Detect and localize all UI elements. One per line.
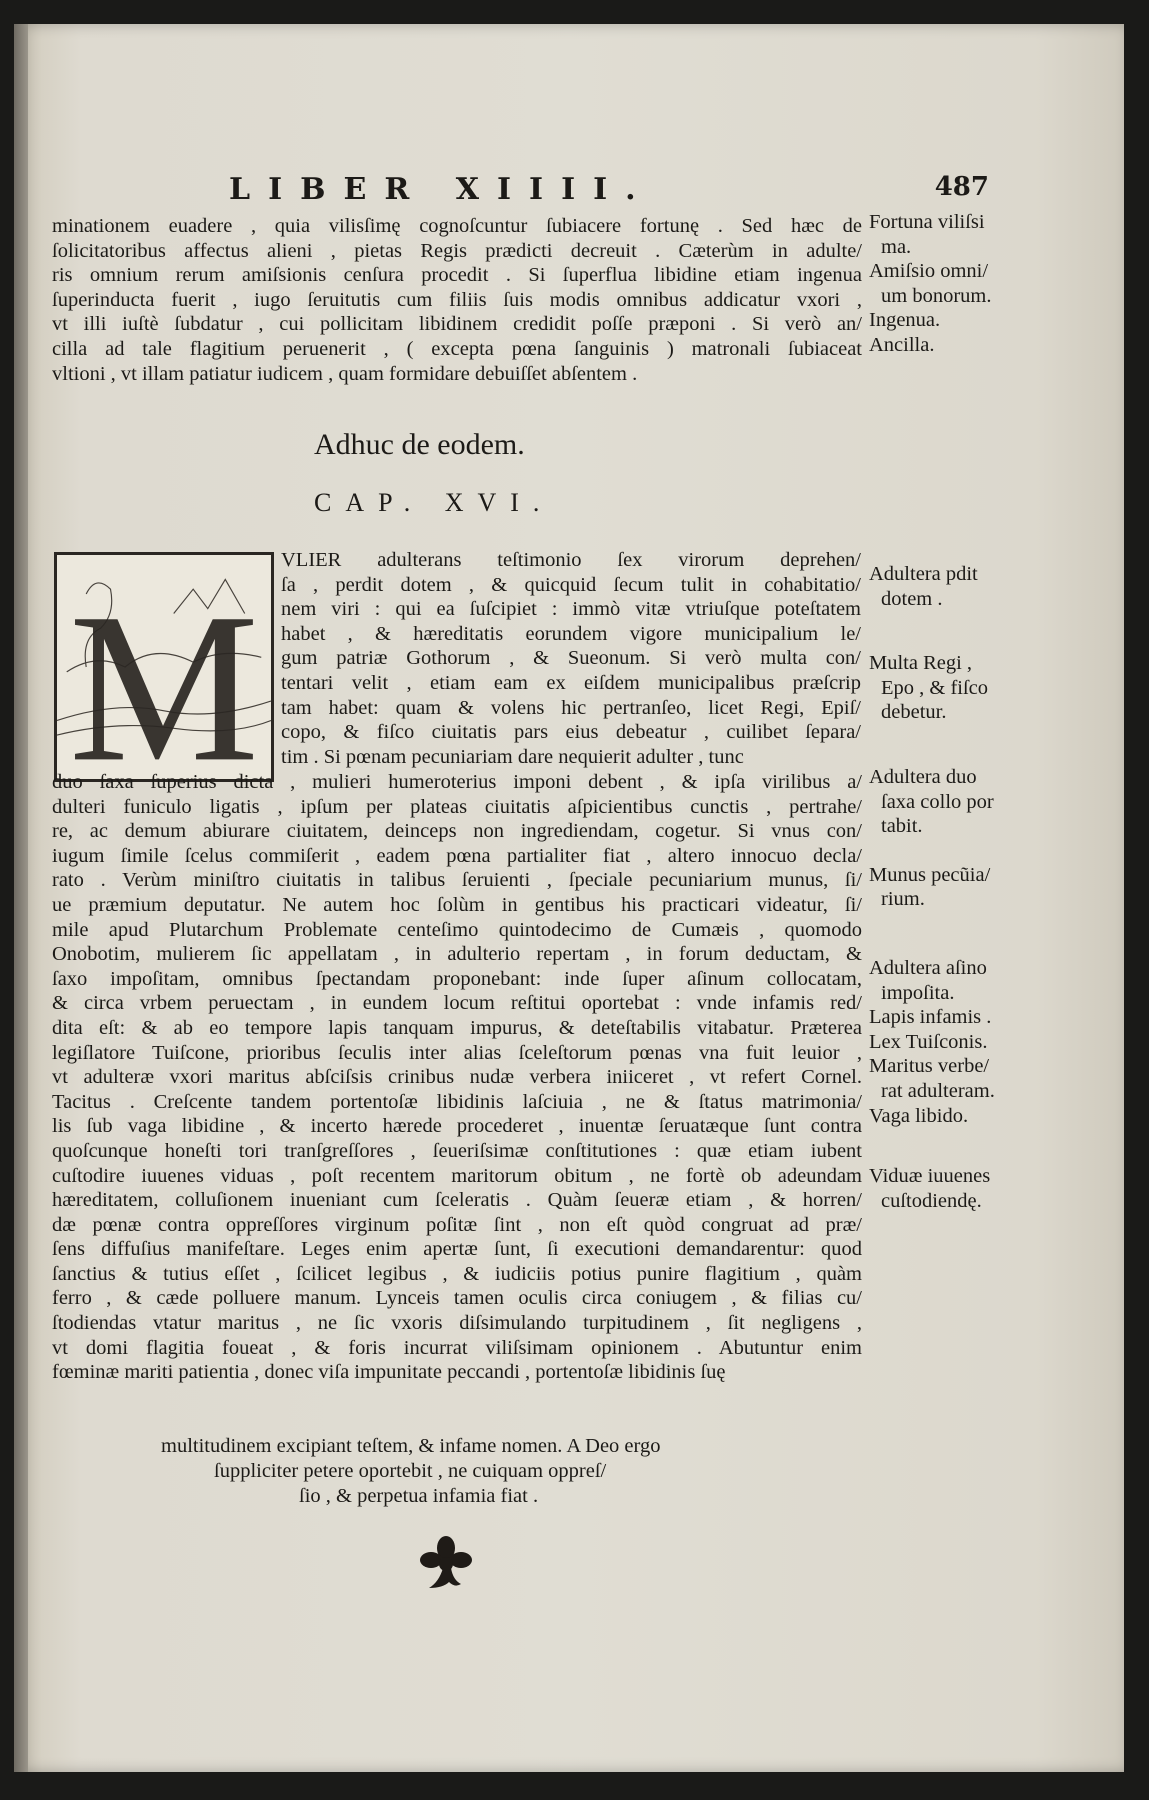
margin-note (869, 308, 1059, 333)
margin-note-line: debetur. (881, 701, 947, 724)
text-line: ſa , perdit dotem , & quicquid ſecum tulit in cohabitatio/ (281, 573, 861, 596)
margin-note-line: impoſita. (881, 981, 955, 1004)
chapter-main-text (52, 770, 862, 1385)
margin-note-line: dotem . (881, 587, 943, 610)
text-line: gum patriæ Gothorum , & Sueonum. Si verò multa con/ (281, 647, 861, 670)
text-line: ſolicitatoribus affectus alieni , pietas Regis prædicti decreuit . Cæterùm in adulte/ (52, 239, 862, 262)
text-line: tam habet: quam & volens hic pertranſeo, licet Regi, Epiſ/ (281, 696, 861, 719)
margin-note-line: Epo , & fiſco (881, 676, 989, 699)
margin-note (869, 863, 1059, 912)
section-title: Adhuc de eodem. (314, 428, 525, 461)
page-number: 487 (934, 172, 989, 202)
text-line: lis ſub vaga libidine , & incerto hærede procederet , inuentæ ſeruatæque ſunt contra (52, 1115, 862, 1138)
text-line: hæreditatem, colluſionem inueniant cum ſceleratis . Quàm ſeueræ etiam , & horren/ (52, 1189, 862, 1212)
text-line: duo ſaxa ſuperius dicta , mulieri humeroterius imponi debent , & ipſa virilibus a/ (52, 771, 862, 793)
margin-note-line: tabit. (881, 815, 923, 838)
margin-note-line: Adultera duo (869, 765, 977, 788)
closing-line-1: multitudinem excipiant teſtem, & infame nomen. A Deo ergo (161, 1435, 661, 1457)
woodcut-initial (54, 552, 274, 782)
text-line: vt illi iuſtè ſubdatur , cui pollicitam libidinem credidit poſſe præponi . Si verò an/ (52, 313, 862, 336)
margin-note-line: Viduæ iuuenes (869, 1165, 991, 1188)
text-line: tim . Si pœnam pecuniariam dare nequierit adulter , tunc (281, 745, 744, 768)
margin-note-line: Vaga libido. (869, 1104, 969, 1127)
text-line: ferro , & cæde polluere manum. Lynceis tamen oculis circa coniugem , & filias cu/ (52, 1287, 862, 1310)
margin-note (869, 1054, 1059, 1103)
margin-note-line: Fortuna viliſsi (869, 211, 985, 233)
margin-note-line: Adultera aſino (869, 956, 987, 979)
margin-note-line: Lex Tuiſconis. (869, 1030, 988, 1053)
text-line: Onobotim, mulierem ſic appellatam , in adulterio repertam , in forum deductam, & (52, 943, 862, 966)
text-line: iugum ſimile ſcelus commiſerit , eadem pœna partialiter fiat , altero innocuo decla/ (52, 844, 862, 867)
text-line: VLIER adulterans teſtimonio ſex virorum deprehen/ (281, 549, 861, 571)
text-line: legiſlatore Tuiſcone, prioribus ſeculis inter alias ſceleſtorum pœnas vna fuit leuior , (52, 1041, 862, 1064)
text-line: quoſcunque honeſti tori tranſgreſſores , ſeueriſsimæ conſtitutiones : quæ etiam iubent (52, 1139, 862, 1162)
margin-note (869, 562, 1059, 611)
text-line: ue præmium deputatur. Ne autem hoc ſolùm in gentibus his practicari videatur, ſi/ (52, 893, 862, 916)
margin-note (869, 259, 1059, 308)
text-line: nem viri : qui ea ſuſcipiet : immò vitæ vtriuſque poteſtatem (281, 598, 861, 621)
margin-notes-body (869, 548, 1059, 1213)
text-line: mile apud Plutarchum Problemate centeſimo quintodecimo de Cumæis , quomodo (52, 918, 862, 941)
initial-letter: M (68, 569, 260, 779)
margin-note (869, 1164, 1059, 1213)
text-line: vltioni , vt illam patiatur iudicem , quam formidare debuiſſet abſentem . (52, 362, 638, 385)
text-line: dulteri funiculo ligatis , ipſum per plateas ciuitatis aſpicientibus cunctis , pertrahe/ (52, 795, 862, 818)
margin-note-line: ſaxa collo por (881, 790, 994, 813)
margin-note (869, 765, 1059, 839)
margin-note-line: Maritus verbe/ (869, 1055, 990, 1078)
text-line: ſuperinducta fuerit , iugo ſeruitutis cum filiis ſuis modis omnibus addicatur vxori , (52, 288, 862, 311)
margin-note-line: rium. (881, 888, 925, 911)
text-line: cilla ad tale flagitium peruenerit , ( excepta pœna ſanguinis ) matronali ſubiaceat (52, 337, 862, 360)
text-line: dæ pœnæ contra oppreſſores virginum poſitæ ſint , non eſt quòd congruat ad præ/ (52, 1213, 862, 1236)
text-line: vt adulteræ vxori maritus abſciſsis crinibus nudæ verbera iniiceret , vt refert Cornel. (52, 1066, 862, 1089)
margin-note (869, 1030, 1059, 1055)
lead-paragraph (52, 214, 862, 386)
margin-note (869, 1005, 1059, 1030)
chapter-opening-text (281, 548, 861, 769)
text-line: copo, & fiſco ciuitatis pars eius debeatur , cuilibet ſepara/ (281, 721, 861, 744)
margin-note-line: Multa Regi , (869, 652, 973, 675)
margin-note (869, 651, 1059, 725)
text-line: & circa vrbem peruectam , in eundem locum reſtitui oportebat : vnde infamis red/ (52, 992, 862, 1015)
text-line: rato . Verùm miniſtro ciuitatis in talibus ſeruienti , ſpeciale pecuniarium munus, ſi/ (52, 869, 862, 892)
book-spine (14, 24, 28, 1772)
text-line: ſanctius & tutius eſſet , ſcilicet legibus , & iudiciis potius punire flagitium , quàm (52, 1262, 862, 1285)
text-line: dita eſt: & ab eo tempore lapis tanquam impurus, & deteſtabilis vitabatur. Præterea (52, 1016, 862, 1039)
closing-line-2: ſuppliciter petere oportebit , ne cuiquam oppreſ/ (214, 1460, 607, 1482)
text-line: ris omnium rerum amiſsionis cenſura procedit . Si ſuperflua libidine etiam ingenua (52, 264, 862, 287)
margin-note (869, 956, 1059, 1005)
margin-note-line: rat adulteram. (881, 1079, 995, 1102)
margin-notes-top (869, 200, 1059, 358)
text-line: tentari velit , etiam eam ex eiſdem municipalibus præſcrip (281, 671, 861, 694)
text-line: cuſtodire iuuenes viduas , poſt recentem maritorum obitum , ne fortè ob adeundam (52, 1164, 862, 1187)
text-line: fœminæ mariti patientia , donec viſa impunitate peccandi , portentoſæ libidinis ſuę (52, 1361, 726, 1384)
margin-note-line: Ancilla. (869, 333, 935, 356)
margin-note (869, 1104, 1059, 1129)
text-line: Tacitus . Creſcente tandem portentoſæ libidinis laſciuia , ne & ſtatus matrimonia/ (52, 1090, 862, 1113)
initial-illustration (57, 555, 271, 779)
chapter-heading: CAP. XVI. (314, 488, 554, 517)
text-line: ſaxo impoſitam, omnibus ſpectandam proponebant: inde ſuper aſinum collocatam, (52, 967, 862, 990)
text-line: vt domi flagitia foueat , & foris incurrat viliſsimam opinionem . Abutuntur enim (52, 1336, 862, 1359)
closing-line-3: ſio , & perpetua infamia fiat . (299, 1485, 539, 1507)
margin-note-line: Munus pecũia/ (869, 863, 991, 886)
margin-note (869, 333, 1059, 358)
text-line: ſens diffuſius manifeſtare. Leges enim apertæ ſunt, ſi executioni demandarentur: quod (52, 1238, 862, 1261)
text-line: ſtodiendas vtatur maritus , ne ſic vxoris diſsimulando turpitudinem , ſit negligens , (52, 1312, 862, 1335)
margin-note-line: Ingenua. (869, 309, 941, 332)
margin-note-line: ma. (881, 235, 912, 258)
margin-note (869, 210, 1059, 259)
margin-note-line: Amiſsio omni/ (869, 260, 989, 283)
margin-note-line: um bonorum. (881, 284, 992, 307)
book-title: LIBER XIIII. (229, 172, 654, 207)
margin-note-line: Adultera pdit (869, 563, 978, 585)
text-line: re, ac demum abiurare ciuitatem, deinceps non ingrediendam, cogetur. Si vnus con/ (52, 820, 862, 843)
text-line: minationem euadere , quia vilisſimę cognoſcuntur ſubiacere fortunę . Sed hæc de (52, 215, 862, 237)
fleuron-ornament (419, 1534, 473, 1592)
text-line: habet , & hæreditatis eorundem vigore municipalium le/ (281, 622, 861, 645)
margin-note-line: Lapis infamis . (869, 1006, 992, 1029)
book-page (14, 24, 1124, 1772)
margin-note-line: cuſtodiendę. (881, 1189, 982, 1212)
